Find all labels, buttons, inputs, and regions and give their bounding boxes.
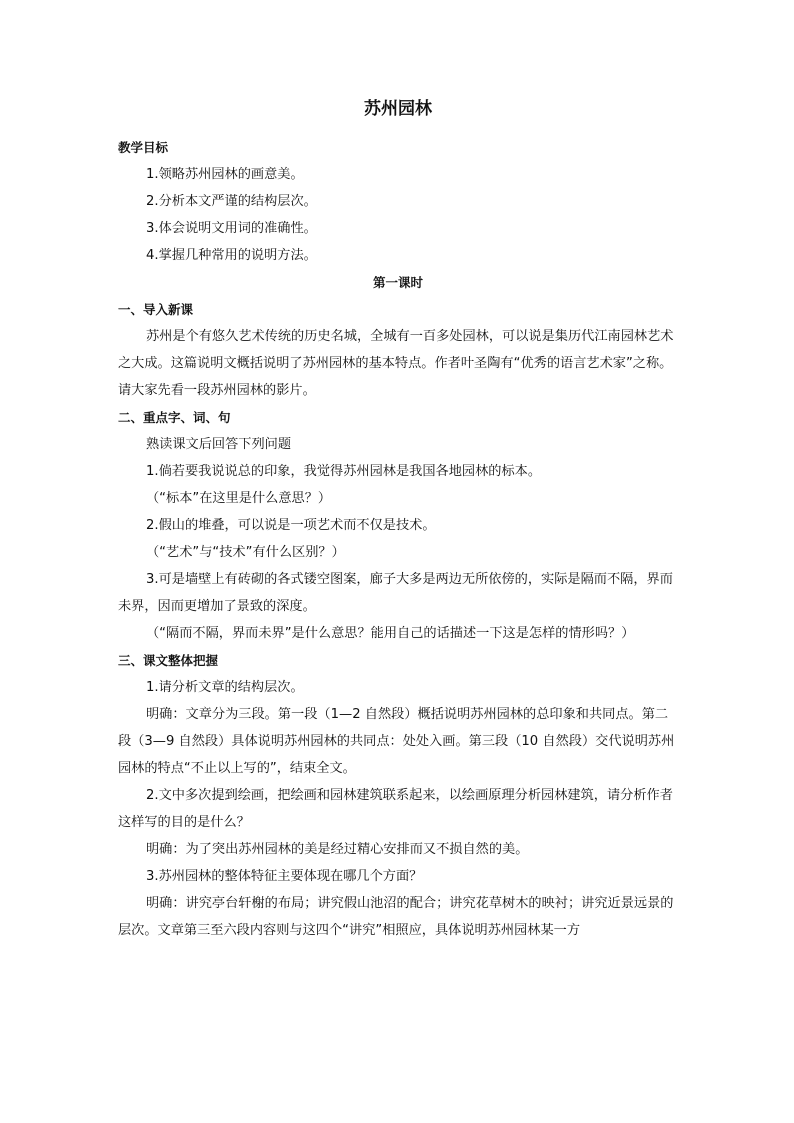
objectives-heading: 教学目标	[118, 140, 169, 155]
overall-answer: 明确：讲究亭台轩榭的布局；讲究假山池沼的配合；讲究花草树木的映衬；讲究近景远景的层次。文章第三至六段内容则与这四个“讲究”相照应，具体说明苏州园林某一方	[118, 896, 674, 938]
objective-item: 1.领略苏州园林的画意美。	[146, 167, 304, 182]
overall-answer: 明确：为了突出苏州园林的美是经过精心安排而又不损自然的美。	[146, 842, 529, 857]
document-page	[118, 96, 678, 944]
lesson-title: 第一课时	[372, 275, 423, 290]
keypoints-prompt: （“隔而不隔，界而未界”是什么意思？能用自己的话描述一下这是怎样的情形吗？）	[146, 626, 635, 641]
keypoints-prompt: （“艺术”与“技术”有什么区别？）	[146, 545, 345, 560]
keypoints-heading: 二、重点字、词、句	[118, 410, 231, 425]
intro-heading: 一、导入新课	[118, 302, 194, 317]
keypoints-question: 3.可是墙壁上有砖砌的各式镂空图案，廊子大多是两边无所依傍的，实际是隔而不隔，界而未界，因而更增加了景致的深度。	[118, 572, 673, 614]
overall-question: 3.苏州园林的整体特征主要体现在哪几个方面？	[146, 869, 423, 884]
keypoints-question: 2.假山的堆叠，可以说是一项艺术而不仅是技术。	[146, 518, 436, 533]
keypoints-instruction: 熟读课文后回答下列问题	[146, 437, 292, 452]
keypoints-prompt: （“标本”在这里是什么意思？）	[146, 491, 332, 506]
objective-item: 2.分析本文严谨的结构层次。	[146, 194, 317, 209]
overall-answer: 明确：文章分为三段。第一段（1—2 自然段）概括说明苏州园林的总印象和共同点。第二段（3—9 自然段）具体说明苏州园林的共同点：处处入画。第三段（10 自然段）交代说明苏州园林的特点“不止以上写的”，结束全文。	[118, 707, 675, 776]
overall-question: 2.文中多次提到绘画，把绘画和园林建筑联系起来，以绘画原理分析园林建筑，请分析作者这样写的目的是什么？	[118, 788, 673, 830]
overall-question: 1.请分析文章的结构层次。	[146, 680, 304, 695]
keypoints-question: 1.倘若要我说说总的印象，我觉得苏州园林是我国各地园林的标本。	[146, 464, 542, 479]
document-title: 苏州园林	[364, 99, 432, 119]
objective-item: 3.体会说明文用词的准确性。	[146, 221, 317, 236]
overall-heading: 三、课文整体把握	[118, 653, 219, 668]
objective-item: 4.掌握几种常用的说明方法。	[146, 248, 317, 263]
intro-paragraph: 苏州是个有悠久艺术传统的历史名城，全城有一百多处园林，可以说是集历代江南园林艺术之大成。这篇说明文概括说明了苏州园林的基本特点。作者叶圣陶有“优秀的语言艺术家”之称。请大家先看一段苏州园林的影片。	[118, 329, 674, 398]
